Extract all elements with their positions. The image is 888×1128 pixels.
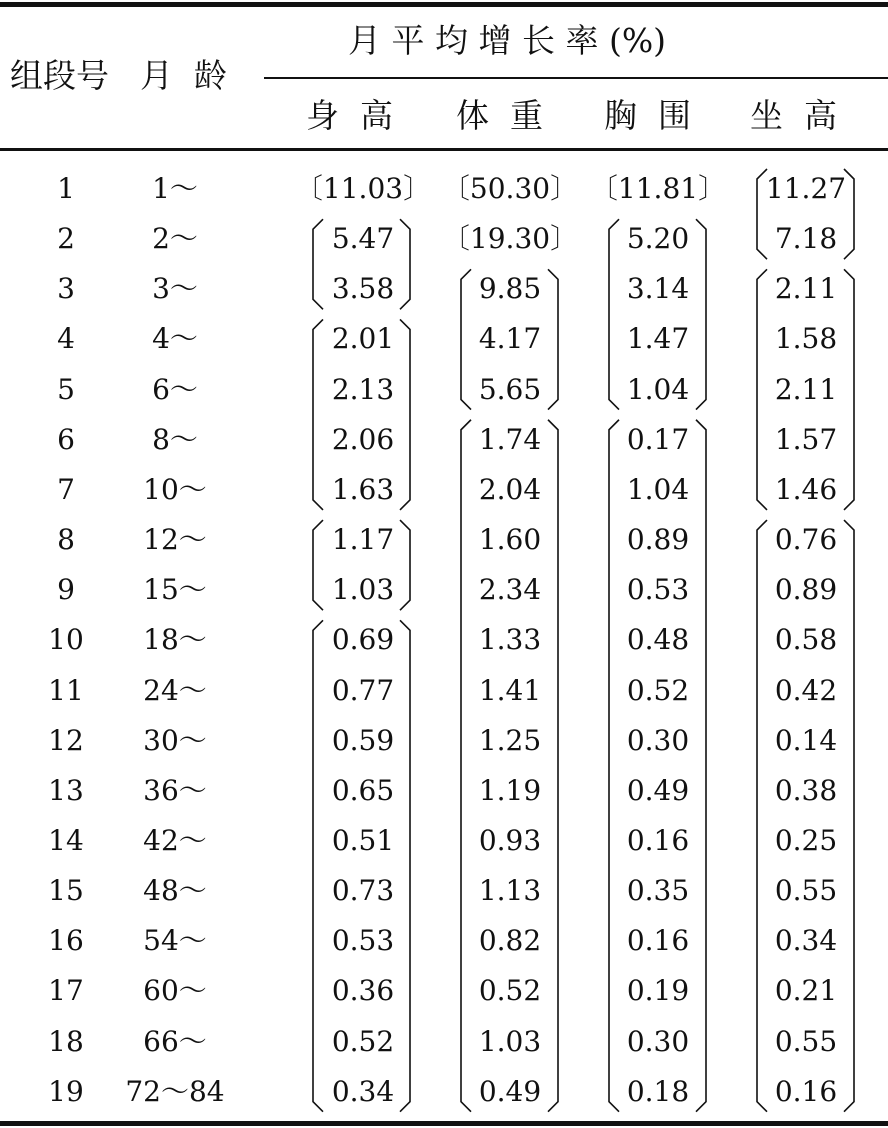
height-rate-cell: 0.52 (331, 1024, 395, 1058)
sitting-height-rate-cell: 0.55 (774, 1024, 838, 1058)
age-cell: 72～84 (125, 1074, 225, 1108)
column-header-height: 身 高 (306, 96, 393, 135)
chest-rate-cell: 0.89 (626, 523, 690, 557)
sitting-height-rate-cell: 0.55 (774, 874, 838, 908)
chest-rate-cell: 5.20 (626, 222, 690, 256)
bracket-chest-right (696, 219, 706, 409)
chest-rate-cell: 0.19 (626, 974, 690, 1008)
group-number-cell: 17 (48, 974, 84, 1008)
group-number-cell: 12 (48, 723, 84, 757)
height-rate-cell: 0.69 (331, 623, 395, 657)
bracket-weight-left (461, 420, 471, 1112)
group-number-cell: 14 (48, 823, 84, 857)
bracket-height-right (400, 219, 410, 309)
sitting-height-rate-cell: 2.11 (774, 272, 838, 306)
weight-rate-cell: 〔50.30〕 (441, 172, 579, 205)
height-rate-cell: 0.65 (331, 773, 395, 807)
chest-rate-cell: 0.49 (626, 773, 690, 807)
group-number-cell: 11 (48, 673, 84, 707)
age-cell: 10～ (143, 472, 207, 506)
sitting-height-rate-cell: 0.42 (774, 673, 838, 707)
chest-rate-cell: 0.17 (626, 422, 690, 456)
top-rule (0, 2, 888, 7)
group-number-cell: 7 (57, 472, 75, 506)
age-cell: 4～ (152, 322, 198, 356)
chest-rate-cell: 0.30 (626, 1024, 690, 1058)
sitting-height-rate-cell: 11.27 (765, 172, 847, 205)
chest-rate-cell: 0.53 (626, 573, 690, 607)
weight-rate-cell: 1.19 (478, 773, 542, 807)
growth-rate-title: 月 平 均 增 长 率 (%) (348, 21, 667, 60)
chest-rate-cell: 1.04 (626, 472, 690, 506)
group-number-header: 组段号 (10, 56, 109, 95)
weight-rate-cell: 1.25 (478, 723, 542, 757)
chest-rate-cell: 〔11.81〕 (589, 172, 727, 205)
bracket-sitting-right (844, 520, 854, 1112)
sitting-height-rate-cell: 0.58 (774, 623, 838, 657)
column-header-sitting-height: 坐 高 (750, 96, 837, 135)
bracket-height-left (313, 520, 323, 610)
age-cell: 24～ (143, 673, 207, 707)
chest-rate-cell: 0.18 (626, 1074, 690, 1108)
age-cell: 18～ (143, 623, 207, 657)
sitting-height-rate-cell: 0.76 (774, 523, 838, 557)
weight-rate-cell: 2.04 (478, 472, 542, 506)
age-cell: 2～ (152, 222, 198, 256)
column-header-chest: 胸 围 (604, 96, 691, 135)
group-number-cell: 5 (57, 372, 75, 406)
weight-rate-cell: 0.82 (478, 924, 542, 958)
bracket-height-right (400, 520, 410, 610)
sitting-height-rate-cell: 0.34 (774, 924, 838, 958)
chest-rate-cell: 0.48 (626, 623, 690, 657)
bracket-height-left (313, 219, 323, 309)
header-rule (0, 148, 888, 151)
height-rate-cell: 0.53 (331, 924, 395, 958)
sitting-height-rate-cell: 1.46 (774, 472, 838, 506)
height-rate-cell: 0.77 (331, 673, 395, 707)
height-rate-cell: 0.36 (331, 974, 395, 1008)
height-rate-cell: 5.47 (331, 222, 395, 256)
height-rate-cell: 2.01 (331, 322, 395, 356)
sitting-height-rate-cell: 0.21 (774, 974, 838, 1008)
age-cell: 54～ (143, 924, 207, 958)
column-header-weight: 体 重 (456, 96, 543, 135)
weight-rate-cell: 4.17 (478, 322, 542, 356)
group-number-cell: 13 (48, 773, 84, 807)
sitting-height-rate-cell: 0.25 (774, 823, 838, 857)
weight-rate-cell: 0.52 (478, 974, 542, 1008)
height-rate-cell: 1.03 (331, 573, 395, 607)
group-number-cell: 4 (57, 322, 75, 356)
bottom-rule (0, 1121, 888, 1126)
group-number-cell: 10 (48, 623, 84, 657)
bracket-height-left (313, 319, 323, 509)
group-number-cell: 6 (57, 422, 75, 456)
age-cell: 8～ (152, 422, 198, 456)
height-rate-cell: 〔11.03〕 (294, 172, 432, 205)
chest-rate-cell: 1.04 (626, 372, 690, 406)
height-rate-cell: 0.73 (331, 874, 395, 908)
bracket-weight-right (548, 420, 558, 1112)
age-cell: 48～ (143, 874, 207, 908)
group-number-cell: 2 (57, 222, 75, 256)
group-number-cell: 16 (48, 924, 84, 958)
bracket-height-left (313, 620, 323, 1111)
bracket-sitting-right (844, 269, 854, 510)
bracket-height-right (400, 620, 410, 1111)
group-number-cell: 19 (48, 1074, 84, 1108)
age-cell: 3～ (152, 272, 198, 306)
height-rate-cell: 2.13 (331, 372, 395, 406)
group-number-cell: 3 (57, 272, 75, 306)
sitting-height-rate-cell: 7.18 (774, 222, 838, 256)
weight-rate-cell: 2.34 (478, 573, 542, 607)
weight-rate-cell: 1.60 (478, 523, 542, 557)
weight-rate-cell: 1.03 (478, 1024, 542, 1058)
chest-rate-cell: 0.30 (626, 723, 690, 757)
group-number-cell: 1 (57, 172, 75, 205)
chest-rate-cell: 0.16 (626, 924, 690, 958)
height-rate-cell: 1.63 (331, 472, 395, 506)
height-rate-cell: 0.34 (331, 1074, 395, 1108)
age-cell: 12～ (143, 523, 207, 557)
weight-rate-cell: 1.13 (478, 874, 542, 908)
sitting-height-rate-cell: 1.58 (774, 322, 838, 356)
group-number-cell: 15 (48, 874, 84, 908)
bracket-height-right (400, 319, 410, 509)
chest-rate-cell: 0.16 (626, 823, 690, 857)
age-cell: 66～ (143, 1024, 207, 1058)
weight-rate-cell: 5.65 (478, 372, 542, 406)
age-cell: 36～ (143, 773, 207, 807)
chest-rate-cell: 1.47 (626, 322, 690, 356)
age-cell: 6～ (152, 372, 198, 406)
weight-rate-cell: 9.85 (478, 272, 542, 306)
height-rate-cell: 0.51 (331, 823, 395, 857)
weight-rate-cell: 1.74 (478, 422, 542, 456)
chest-rate-cell: 0.52 (626, 673, 690, 707)
weight-rate-cell: 0.49 (478, 1074, 542, 1108)
subheader-rule (264, 77, 888, 79)
sitting-height-rate-cell: 0.89 (774, 573, 838, 607)
group-number-cell: 18 (48, 1024, 84, 1058)
height-rate-cell: 1.17 (331, 523, 395, 557)
bracket-chest-left (609, 219, 619, 409)
bracket-sitting-left (757, 520, 767, 1112)
height-rate-cell: 2.06 (331, 422, 395, 456)
weight-rate-cell: 1.41 (478, 673, 542, 707)
bracket-sitting-left (757, 269, 767, 510)
group-number-cell: 8 (57, 523, 75, 557)
group-number-cell: 9 (57, 573, 75, 607)
age-cell: 30～ (143, 723, 207, 757)
bracket-weight-right (548, 269, 558, 409)
bracket-chest-left (609, 420, 619, 1112)
sitting-height-rate-cell: 0.38 (774, 773, 838, 807)
age-cell: 60～ (143, 974, 207, 1008)
age-cell: 42～ (143, 823, 207, 857)
age-cell: 1～ (152, 172, 198, 205)
sitting-height-rate-cell: 0.14 (774, 723, 838, 757)
height-rate-cell: 3.58 (331, 272, 395, 306)
height-rate-cell: 0.59 (331, 723, 395, 757)
sitting-height-rate-cell: 1.57 (774, 422, 838, 456)
bracket-chest-right (696, 420, 706, 1112)
chest-rate-cell: 0.35 (626, 874, 690, 908)
sitting-height-rate-cell: 2.11 (774, 372, 838, 406)
bracket-weight-left (461, 269, 471, 409)
chest-rate-cell: 3.14 (626, 272, 690, 306)
weight-rate-cell: 0.93 (478, 823, 542, 857)
sitting-height-rate-cell: 0.16 (774, 1074, 838, 1108)
age-cell: 15～ (143, 573, 207, 607)
weight-rate-cell: 〔19.30〕 (441, 222, 579, 256)
age-header: 月 龄 (140, 56, 227, 95)
weight-rate-cell: 1.33 (478, 623, 542, 657)
